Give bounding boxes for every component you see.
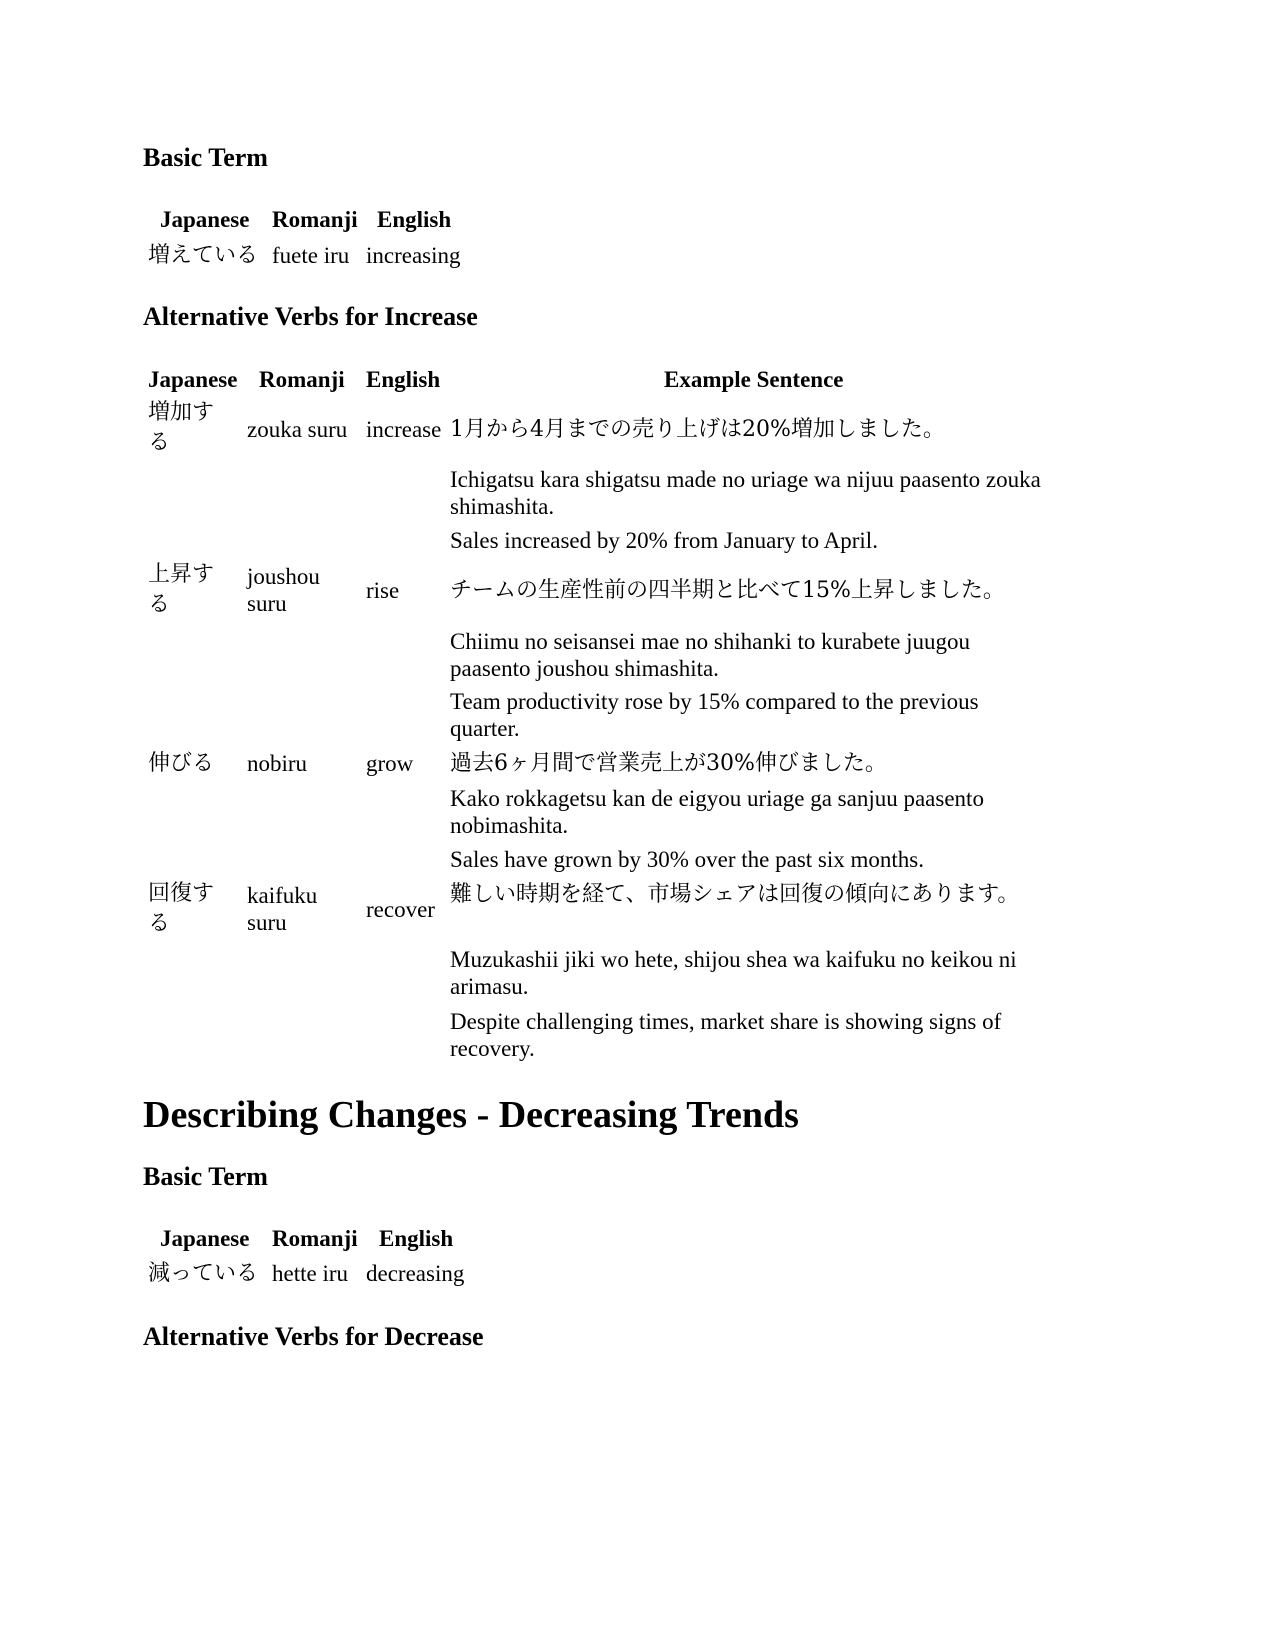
- row4-romanji: kaifuku suru: [247, 883, 318, 935]
- row2-japanese: 上昇する: [148, 562, 215, 617]
- cell-english: decreasing: [366, 1261, 465, 1286]
- header-english: English: [377, 207, 452, 232]
- row4-example-romaji: Muzukashii jiki wo hete, shijou shea wa kaifuku no keikou ni arimasu.: [450, 947, 1017, 999]
- row1-example-en: Sales increased by 20% from January to April.: [450, 528, 878, 553]
- decreasing-trends-title: Describing Changes - Decreasing Trends: [143, 1094, 799, 1136]
- row2-romanji: joushou suru: [247, 564, 320, 616]
- header-romanji: Romanji: [272, 1226, 358, 1251]
- header-japanese: Japanese: [160, 207, 250, 232]
- row2-example-romaji: Chiimu no seisansei mae no shihanki to kurabete juugou paasento joushou shimashita.: [450, 629, 970, 681]
- alt-verbs-increase-heading: Alternative Verbs for Increase: [143, 302, 478, 331]
- row3-example-en: Sales have grown by 30% over the past six months.: [450, 847, 924, 872]
- header-japanese: Japanese: [148, 367, 238, 392]
- header-english: English: [366, 367, 441, 392]
- cell-japanese: 減っている: [148, 1261, 259, 1286]
- header-romanji: Romanji: [272, 207, 358, 232]
- header-japanese: Japanese: [160, 1226, 250, 1251]
- header-example-sentence: Example Sentence: [664, 367, 844, 392]
- cell-romanji: hette iru: [272, 1261, 348, 1286]
- cell-japanese: 増えている: [148, 243, 259, 268]
- row2-example-en: Team productivity rose by 15% compared to the previous quarter.: [450, 689, 979, 741]
- cell-romanji: fuete iru: [272, 243, 350, 268]
- row4-japanese: 回復する: [148, 881, 215, 936]
- row1-example-jp: 1月から4月までの売り上げは20%増加しました。: [450, 417, 945, 442]
- alt-verbs-decrease-heading: Alternative Verbs for Decrease: [143, 1322, 484, 1351]
- basic-term-heading-decrease: Basic Term: [143, 1162, 268, 1191]
- cell-english: increasing: [366, 243, 461, 268]
- header-romanji: Romanji: [259, 367, 345, 392]
- row4-english: recover: [366, 897, 435, 922]
- row4-example-en: Despite challenging times, market share is showing signs of recovery.: [450, 1009, 1002, 1061]
- row3-romanji: nobiru: [247, 751, 308, 776]
- row2-english: rise: [366, 578, 400, 603]
- row1-romanji: zouka suru: [247, 417, 348, 442]
- row3-japanese: 伸びる: [148, 751, 215, 776]
- row1-japanese: 増加する: [148, 400, 215, 455]
- row3-example-jp: 過去6ヶ月間で営業売上が30%伸びました。: [450, 751, 887, 776]
- row1-english: increase: [366, 417, 442, 442]
- row3-example-romaji: Kako rokkagetsu kan de eigyou uriage ga sanjuu paasento nobimashita.: [450, 786, 984, 838]
- row1-example-romaji: Ichigatsu kara shigatsu made no uriage wa nijuu paasento zouka shimashita.: [450, 467, 1041, 519]
- basic-term-heading: Basic Term: [143, 143, 268, 172]
- row3-english: grow: [366, 751, 414, 776]
- row4-example-jp: 難しい時期を経て、市場シェアは回復の傾向にあります。: [450, 882, 1020, 907]
- row2-example-jp: チームの生産性前の四半期と比べて15%上昇しました。: [450, 578, 1005, 603]
- header-english: English: [379, 1226, 454, 1251]
